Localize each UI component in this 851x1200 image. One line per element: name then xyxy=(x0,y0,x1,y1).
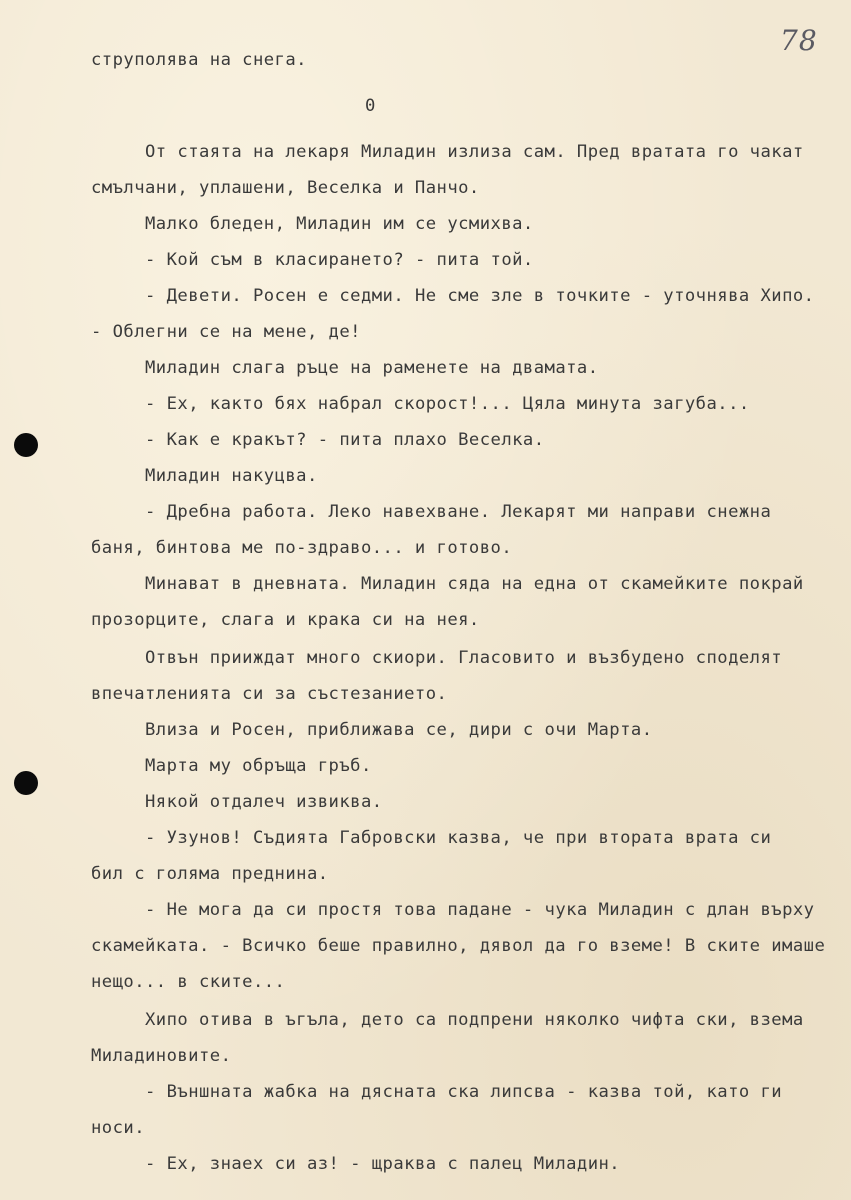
text-line: впечатленията си за състезанието. xyxy=(91,684,448,704)
text-line: - Кой съм в класирането? - пита той. xyxy=(145,250,534,270)
text-line: Някой отдалеч извиква. xyxy=(145,792,383,812)
text-line: Миладиновите. xyxy=(91,1046,232,1066)
text-line: - Девети. Росен е седми. Не сме зле в точките - уточнява Хипо. xyxy=(145,286,815,306)
text-line: - Как е кракът? - пита плахо Веселка. xyxy=(145,430,545,450)
text-line: баня, бинтова ме по-здраво... и готово. xyxy=(91,538,513,558)
text-line: - Външната жабка на дясната ска липсва - казва той, като ги xyxy=(145,1082,783,1102)
text-line: - Ех, знаех си аз! - щраква с палец Миладин. xyxy=(145,1154,621,1174)
text-line: Хипо отива в ъгъла, дето са подпрени няколко чифта ски, взема xyxy=(145,1010,804,1030)
text-line: - Узунов! Съдията Габровски казва, че при втората врата си xyxy=(145,828,772,848)
text-line: - Облегни се на мене, де! xyxy=(91,322,361,342)
text-line: Миладин накуцва. xyxy=(145,466,318,486)
text-line: Марта му обръща гръб. xyxy=(145,756,372,776)
text-line: смълчани, уплашени, Веселка и Панчо. xyxy=(91,178,480,198)
text-line: Отвън прииждат много скиори. Гласовито и възбудено споделят xyxy=(145,648,783,668)
text-line: Влиза и Росен, приближава се, дири с очи Марта. xyxy=(145,720,653,740)
text-line: бил с голяма преднина. xyxy=(91,864,329,884)
text-line: Минават в дневната. Миладин сяда на една от скамейките покрай xyxy=(145,574,804,594)
text-line: Малко бледен, Миладин им се усмихва. xyxy=(145,214,534,234)
punch-hole xyxy=(14,771,38,795)
text-line: - Ех, както бях набрал скорост!... Цяла минута загуба... xyxy=(145,394,750,414)
text-line: - Не мога да си простя това падане - чука Миладин с длан върху xyxy=(145,900,815,920)
section-separator: 0 xyxy=(365,96,376,116)
text-line: нещо... в ските... xyxy=(91,972,286,992)
punch-hole xyxy=(14,433,38,457)
text-line: струполява на снега. xyxy=(91,50,307,70)
text-line: прозорците, слага и крака си на нея. xyxy=(91,610,480,630)
text-line: От стаята на лекаря Миладин излиза сам. Пред вратата го чакат xyxy=(145,142,804,162)
text-line: Миладин слага ръце на раменете на двамата. xyxy=(145,358,599,378)
text-line: - Дребна работа. Леко навехване. Лекарят ми направи снежна xyxy=(145,502,772,522)
text-line: носи. xyxy=(91,1118,145,1138)
page-number: 78 xyxy=(780,24,818,57)
text-line: скамейката. - Всичко беше правилно, дявол да го вземе! В ските имаше xyxy=(91,936,826,956)
